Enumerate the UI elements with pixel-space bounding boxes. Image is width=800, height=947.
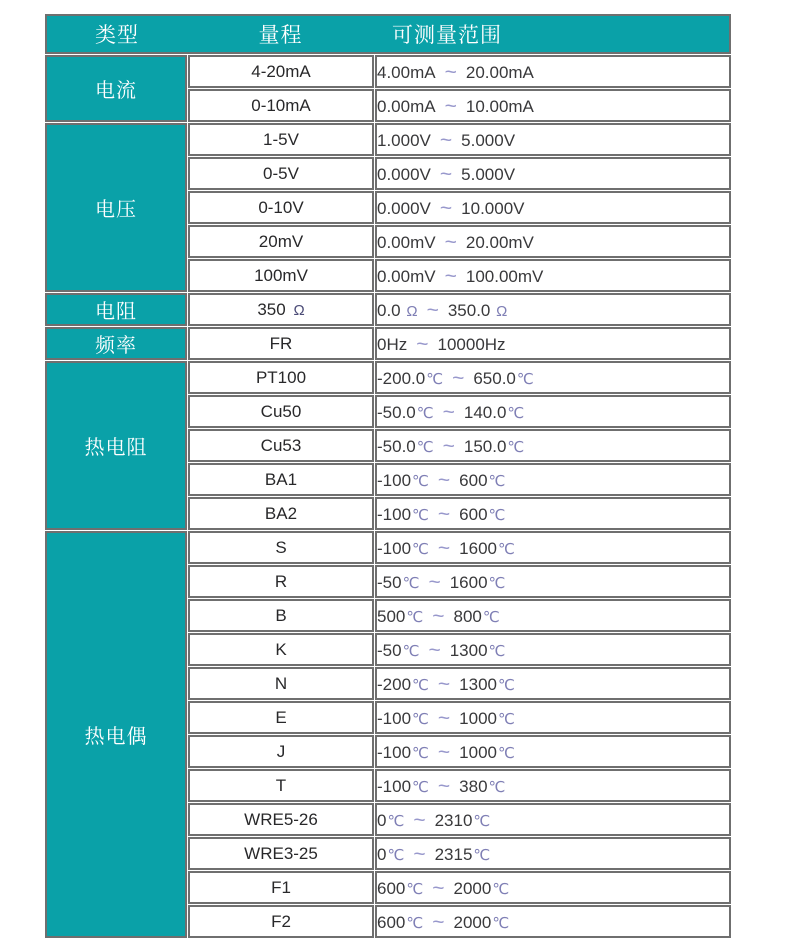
range-cell: WRE5-26 <box>188 803 374 836</box>
header-range-label: 量程 <box>258 24 303 47</box>
tilde-separator: ~ <box>437 740 451 764</box>
range-to: 1600℃ <box>449 572 506 592</box>
range-to: 600℃ <box>459 504 506 524</box>
unit-symbol: ℃ <box>482 608 500 626</box>
range-from: -100℃ <box>377 470 429 490</box>
range-from: -50.0℃ <box>377 436 434 456</box>
tilde-separator: ~ <box>416 332 429 356</box>
range-from: 0℃ <box>377 810 405 830</box>
range-to: 1300℃ <box>459 674 515 694</box>
tilde-separator: ~ <box>437 468 451 492</box>
range-cell: 0-5V <box>188 157 374 190</box>
range-to: 650.0℃ <box>473 368 534 388</box>
measurable-range-cell <box>375 769 731 802</box>
range-cell: Cu50 <box>188 395 374 428</box>
unit-symbol: ℃ <box>492 914 510 932</box>
tilde-separator: ~ <box>432 910 445 934</box>
unit-symbol: ℃ <box>416 404 434 422</box>
range-cell: BA1 <box>188 463 374 496</box>
range-to: 380℃ <box>459 776 506 796</box>
unit-symbol: ℃ <box>488 506 506 524</box>
range-from: 0.00mV <box>377 232 436 252</box>
measurable-range-cell <box>375 293 731 326</box>
unit-symbol: ℃ <box>516 370 534 388</box>
range-to: 10000Hz <box>437 334 506 354</box>
tilde-separator: ~ <box>432 876 445 900</box>
tilde-separator: ~ <box>444 230 457 254</box>
unit-symbol: ℃ <box>412 506 429 524</box>
tilde-separator: ~ <box>437 774 451 798</box>
range-to: 10.00mA <box>465 96 534 116</box>
tilde-separator: ~ <box>442 434 455 458</box>
range-to: 1000℃ <box>459 742 515 762</box>
unit-symbol: ℃ <box>412 744 429 762</box>
unit-symbol: ℃ <box>406 608 424 626</box>
range-to: 800℃ <box>453 606 500 626</box>
unit-symbol: ℃ <box>426 370 444 388</box>
range-cell: Cu53 <box>188 429 374 462</box>
measurable-range-cell <box>375 259 731 292</box>
tilde-separator: ~ <box>439 162 453 186</box>
range-to: 5.000V <box>461 164 516 184</box>
measurable-range-cell <box>375 667 731 700</box>
range-to: 600℃ <box>459 470 506 490</box>
unit-symbol: ℃ <box>406 880 424 898</box>
category-cell: 电阻 <box>45 293 187 326</box>
measurement-table-container <box>44 13 732 939</box>
range-from: 0.000V <box>377 164 431 184</box>
measurable-range-cell <box>375 327 731 360</box>
measurable-range-cell <box>375 157 731 190</box>
unit-symbol: Ω <box>293 301 305 319</box>
tilde-separator: ~ <box>439 196 453 220</box>
tilde-separator: ~ <box>444 60 457 84</box>
range-cell: K <box>188 633 374 666</box>
unit-symbol: ℃ <box>497 676 515 694</box>
range-from: -100℃ <box>377 504 429 524</box>
unit-symbol: ℃ <box>416 438 434 456</box>
category-cell: 电压 <box>45 123 187 292</box>
range-from: -100℃ <box>377 776 429 796</box>
unit-symbol: ℃ <box>492 880 510 898</box>
range-to: 2310℃ <box>434 810 491 830</box>
tilde-separator: ~ <box>428 570 441 594</box>
range-cell: 0-10mA <box>188 89 374 122</box>
range-cell: E <box>188 701 374 734</box>
unit-symbol: ℃ <box>507 404 525 422</box>
range-from: 0.00mA <box>377 96 436 116</box>
unit-symbol: ℃ <box>488 472 506 490</box>
range-to: 100.00mV <box>465 266 544 286</box>
tilde-separator: ~ <box>437 502 451 526</box>
range-cell: F2 <box>188 905 374 938</box>
category-cell: 热电阻 <box>45 361 187 530</box>
unit-symbol: ℃ <box>412 472 429 490</box>
range-from: 1.000V <box>377 130 431 150</box>
unit-symbol: ℃ <box>473 812 491 830</box>
measurable-range-cell <box>375 123 731 156</box>
measurable-range-cell <box>375 871 731 904</box>
range-cell: T <box>188 769 374 802</box>
measurable-range-cell <box>375 89 731 122</box>
tilde-separator: ~ <box>437 672 451 696</box>
measurable-range-cell <box>375 905 731 938</box>
unit-symbol: Ω <box>406 302 418 320</box>
range-cell: F1 <box>188 871 374 904</box>
range-to: 150.0℃ <box>463 436 525 456</box>
measurable-range-cell <box>375 429 731 462</box>
range-from: 0.000V <box>377 198 431 218</box>
measurable-range-cell <box>375 599 731 632</box>
measurable-range-cell <box>375 463 731 496</box>
range-from: 0.00mV <box>377 266 436 286</box>
range-cell: 20mV <box>188 225 374 258</box>
measurable-range-cell <box>375 837 731 870</box>
measurable-range-cell <box>375 803 731 836</box>
range-to: 2000℃ <box>453 912 510 932</box>
range-cell: PT100 <box>188 361 374 394</box>
tilde-separator: ~ <box>444 264 457 288</box>
unit-symbol: ℃ <box>402 642 420 660</box>
header-bar <box>45 14 731 54</box>
measurable-range-cell <box>375 735 731 768</box>
range-from: -100℃ <box>377 538 429 558</box>
tilde-separator: ~ <box>452 366 465 390</box>
unit-symbol: ℃ <box>497 540 515 558</box>
measurable-range-cell <box>375 633 731 666</box>
tilde-separator: ~ <box>437 706 451 730</box>
range-to: 1600℃ <box>459 538 515 558</box>
range-to: 350.0 Ω <box>447 300 508 320</box>
tilde-separator: ~ <box>413 842 426 866</box>
tilde-separator: ~ <box>413 808 426 832</box>
range-cell: 4-20mA <box>188 55 374 88</box>
table-row <box>45 123 731 156</box>
range-to: 1000℃ <box>459 708 515 728</box>
range-from: -100℃ <box>377 708 429 728</box>
table-row <box>45 55 731 88</box>
header-labels <box>47 19 729 49</box>
range-to: 2000℃ <box>453 878 510 898</box>
range-from: 600℃ <box>377 878 424 898</box>
tilde-separator: ~ <box>437 536 451 560</box>
tilde-separator: ~ <box>442 400 455 424</box>
table-row <box>45 327 731 360</box>
range-to: 5.000V <box>461 130 516 150</box>
tilde-separator: ~ <box>426 298 439 322</box>
unit-symbol: ℃ <box>406 914 424 932</box>
measurable-range-cell <box>375 225 731 258</box>
measurable-range-cell <box>375 565 731 598</box>
measurable-range-cell <box>375 395 731 428</box>
range-from: -200.0℃ <box>377 368 444 388</box>
table-row <box>45 293 731 326</box>
tilde-separator: ~ <box>428 638 441 662</box>
range-cell: N <box>188 667 374 700</box>
measurable-range-cell <box>375 701 731 734</box>
tilde-separator: ~ <box>432 604 445 628</box>
category-cell: 电流 <box>45 55 187 122</box>
unit-symbol: ℃ <box>507 438 525 456</box>
unit-symbol: ℃ <box>387 846 405 864</box>
unit-symbol: ℃ <box>473 846 491 864</box>
range-from: 0Hz <box>377 334 408 354</box>
range-cell: S <box>188 531 374 564</box>
header-row <box>45 14 731 54</box>
unit-symbol: ℃ <box>497 710 515 728</box>
range-cell: R <box>188 565 374 598</box>
category-cell: 频率 <box>45 327 187 360</box>
range-cell: 0-10V <box>188 191 374 224</box>
range-cell: 1-5V <box>188 123 374 156</box>
unit-symbol: ℃ <box>387 812 405 830</box>
range-from: -50℃ <box>377 572 420 592</box>
tilde-separator: ~ <box>444 94 457 118</box>
range-cell: BA2 <box>188 497 374 530</box>
range-to: 1300℃ <box>449 640 506 660</box>
range-to: 10.000V <box>461 198 525 218</box>
range-cell: WRE3-25 <box>188 837 374 870</box>
tilde-separator: ~ <box>439 128 453 152</box>
table-row <box>45 531 731 564</box>
header-type-label: 类型 <box>95 24 139 47</box>
unit-symbol: ℃ <box>497 744 515 762</box>
unit-symbol: ℃ <box>412 540 429 558</box>
range-from: 600℃ <box>377 912 424 932</box>
unit-symbol: ℃ <box>488 778 506 796</box>
unit-symbol: ℃ <box>412 778 429 796</box>
table-header <box>45 14 731 54</box>
range-cell: 350 Ω <box>188 293 374 326</box>
unit-symbol: ℃ <box>412 710 429 728</box>
range-from: -200℃ <box>377 674 429 694</box>
range-cell: FR <box>188 327 374 360</box>
measurable-range-cell <box>375 531 731 564</box>
unit-symbol: ℃ <box>402 574 420 592</box>
measurable-range-cell <box>375 497 731 530</box>
measurement-range-table <box>44 13 732 939</box>
measurable-range-cell <box>375 55 731 88</box>
range-from: -100℃ <box>377 742 429 762</box>
measurable-range-cell <box>375 361 731 394</box>
range-to: 2315℃ <box>434 844 491 864</box>
measurable-range-cell <box>375 191 731 224</box>
range-cell: J <box>188 735 374 768</box>
range-cell: B <box>188 599 374 632</box>
range-to: 20.00mV <box>465 232 534 252</box>
header-measurable-label: 可测量范围 <box>392 24 502 47</box>
range-from: 0.0 Ω <box>377 300 418 320</box>
range-from: 4.00mA <box>377 62 436 82</box>
unit-symbol: Ω <box>496 302 508 320</box>
category-cell: 热电偶 <box>45 531 187 938</box>
unit-symbol: ℃ <box>488 574 506 592</box>
table-row <box>45 361 731 394</box>
unit-symbol: ℃ <box>488 642 506 660</box>
unit-symbol: ℃ <box>412 676 429 694</box>
range-from: -50.0℃ <box>377 402 434 422</box>
range-from: 0℃ <box>377 844 405 864</box>
range-to: 20.00mA <box>465 62 534 82</box>
table-body <box>45 55 731 938</box>
range-cell: 100mV <box>188 259 374 292</box>
range-from: 500℃ <box>377 606 424 626</box>
range-from: -50℃ <box>377 640 420 660</box>
range-to: 140.0℃ <box>463 402 525 422</box>
